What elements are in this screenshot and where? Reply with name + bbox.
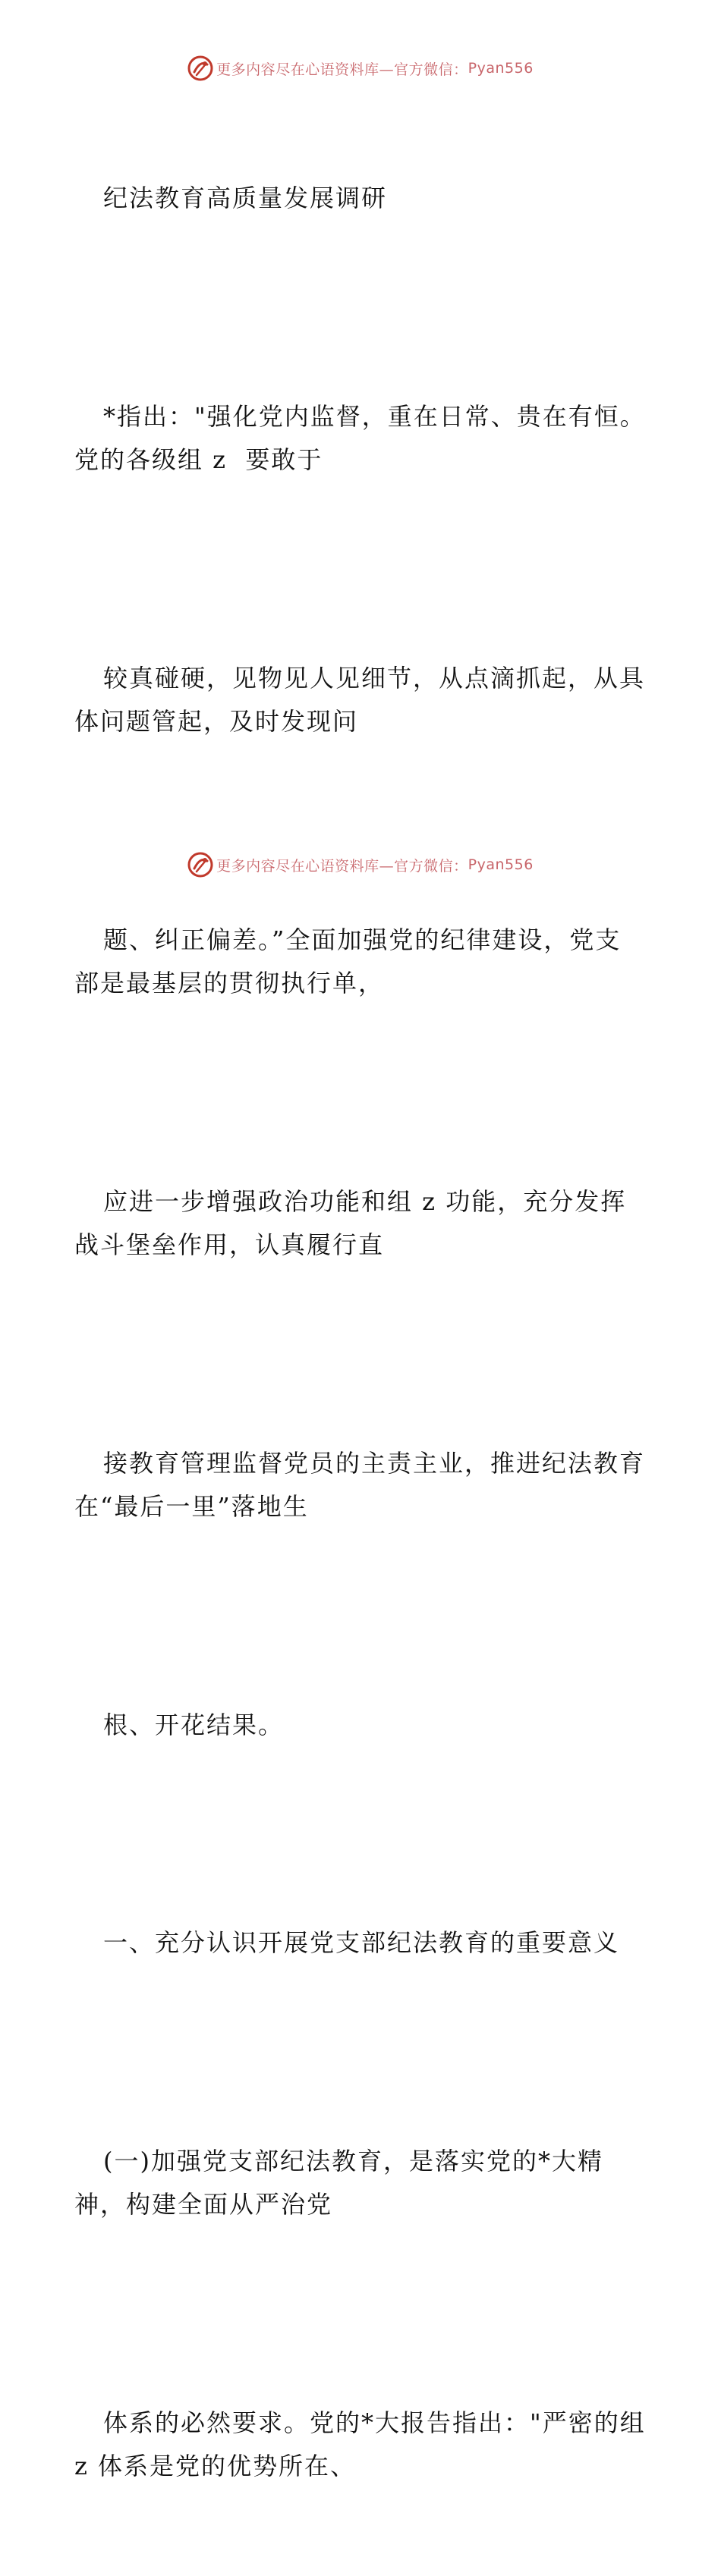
brand-logo-icon — [187, 55, 213, 81]
text-line: (一)加强党支部纪法教育，是落实党的*大精 — [103, 2146, 603, 2175]
text-line: 战斗堡垒作用，认真履行直 — [74, 1230, 385, 1259]
text-line: 应进一步增强政治功能和组 z 功能，充分发挥 — [103, 1186, 627, 1216]
wechat-id: Pyan556 — [468, 856, 534, 873]
text-line: *指出："强化党内监督，重在日常、贵在有恒。 — [103, 401, 646, 431]
section-heading — [74, 1834, 651, 2053]
text-line: 接教育管理监督党员的主责主业，推进纪法教育 — [103, 1448, 646, 1478]
text-line: z 体系是党的优势所在、 — [74, 2452, 357, 2480]
text-line: 题、纠正偏差。”全面加强党的纪律建设，党支 — [103, 925, 622, 954]
text-line: 神，构建全面从严治党 — [74, 2190, 333, 2219]
paragraph-7 — [74, 2053, 651, 2314]
text-line: 部是最基层的贯彻执行单， — [74, 969, 385, 997]
footer-watermark-banner — [0, 850, 721, 880]
paragraph-6 — [74, 1616, 651, 1835]
paragraph-8 — [74, 2314, 651, 2576]
text-line: 体系的必然要求。党的*大报告指出："严密的组 — [103, 2408, 646, 2437]
text-line: 根、开花结果。 — [103, 1710, 285, 1739]
paragraph-2 — [74, 570, 651, 831]
document-body — [74, 90, 651, 2576]
text-line: 较真碰硬，见物见人见细节，从点滴抓起，从具 — [103, 663, 646, 693]
text-line: 体问题管起，及时发现问 — [74, 707, 359, 736]
text-line: 党的各级组 z 要敢于 — [74, 445, 323, 474]
paragraph-5 — [74, 1355, 651, 1616]
text-line: 一、充分认识开展党支部纪法教育的重要意义 — [103, 1928, 620, 1957]
brand-logo-icon — [187, 852, 213, 878]
watermark-text: 更多内容尽在心语资料库—官方微信： — [216, 857, 468, 875]
wechat-id: Pyan556 — [468, 60, 534, 77]
paragraph-title — [74, 90, 651, 308]
header-watermark-banner — [0, 53, 721, 83]
paragraph-1 — [74, 308, 651, 570]
text-line: 在“最后一里”落地生 — [74, 1492, 309, 1521]
text-line: 纪法教育高质量发展调研 — [103, 184, 388, 212]
watermark-text: 更多内容尽在心语资料库—官方微信： — [216, 61, 468, 78]
paragraph-4 — [74, 1093, 651, 1355]
